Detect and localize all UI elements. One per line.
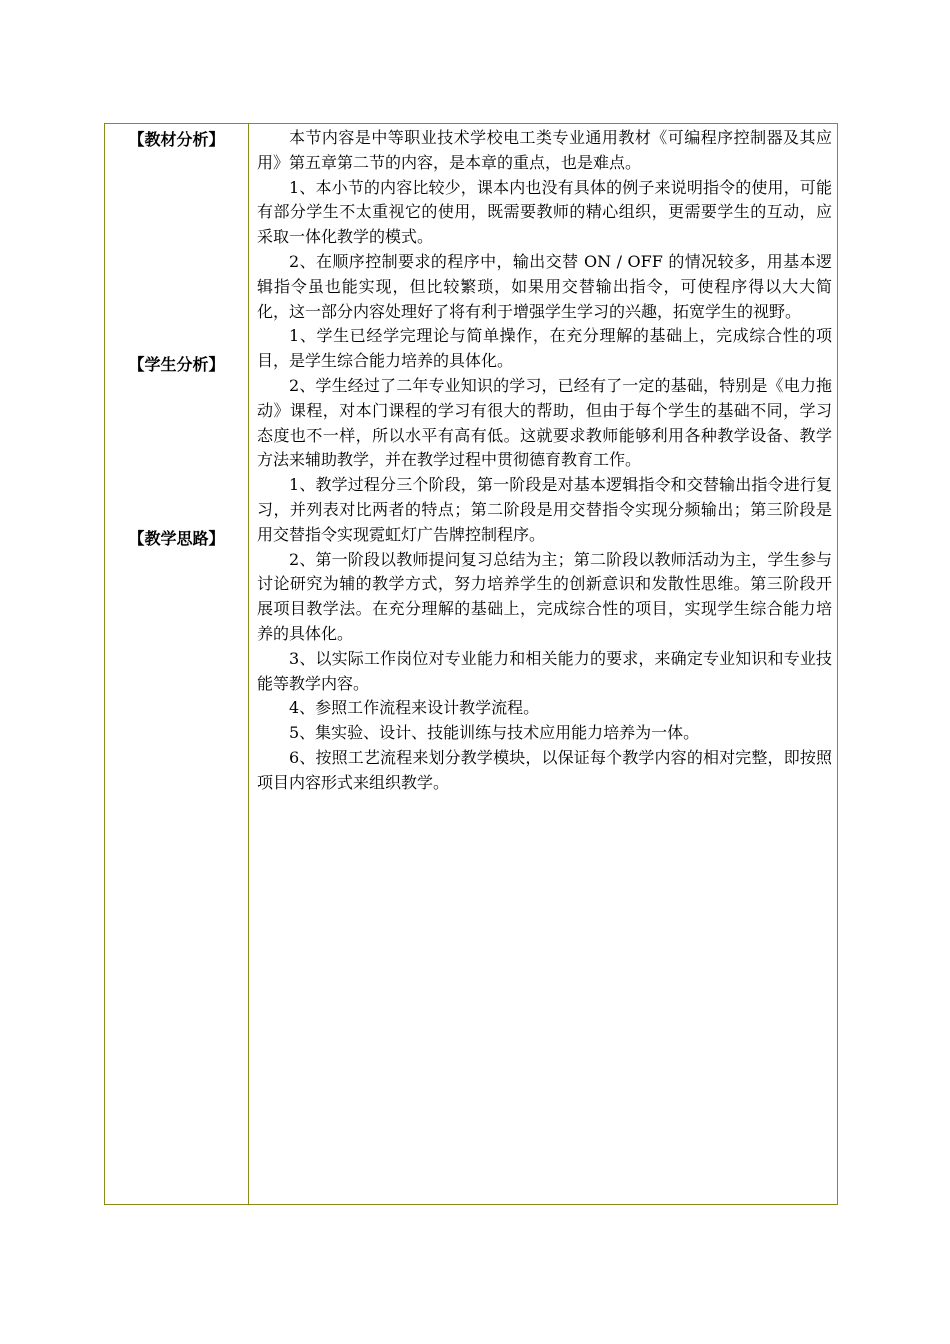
paragraph: 1、学生已经学完理论与简单操作，在充分理解的基础上，完成综合性的项目，是学生综合能力培养的具体化。 (257, 326, 832, 371)
label-student-analysis: 【学生分析】 (128, 355, 225, 374)
label-teaching-approach: 【教学思路】 (128, 529, 225, 548)
paragraph: 5、集实验、设计、技能训练与技术应用能力培养为一体。 (289, 723, 700, 743)
column-divider (248, 124, 249, 1204)
label-textbook-analysis: 【教材分析】 (128, 130, 225, 149)
paragraph: 1、教学过程分三个阶段，第一阶段是对基本逻辑指令和交替输出指令进行复习，并列表对比两者的特点；第二阶段是用交替指令实现分频输出；第三阶段是用交替指令实现霓虹灯广告牌控制程序。 (257, 475, 832, 544)
paragraph: 4、参照工作流程来设计教学流程。 (289, 698, 540, 718)
paragraph: 6、按照工艺流程来划分教学模块，以保证每个教学内容的相对完整，即按照项目内容形式来组织教学。 (257, 747, 832, 792)
paragraph: 2、第一阶段以教师提问复习总结为主；第二阶段以教师活动为主，学生参与讨论研究为辅的教学方式，努力培养学生的创新意识和发散性思维。第三阶段开展项目教学法。在充分理解的基础上，完成综合性的项目，实现学生综合能力培养的具体化。 (257, 549, 832, 643)
content-cell (257, 126, 832, 796)
paragraph: 1、本小节的内容比较少，课本内也没有具体的例子来说明指令的使用，可能有部分学生不太重视它的使用，既需要教师的精心组织，更需要学生的互动，应采取一体化教学的模式。 (257, 177, 832, 247)
paragraph: 2、学生经过了二年专业知识的学习，已经有了一定的基础，特别是《电力拖动》课程，对本门课程的学习有很大的帮助，但由于每个学生的基础不同，学习态度也不一样，所以水平有高有低。这就要求教师能够利用各种教学设备、教学方法来辅助教学，并在教学过程中贯彻德育教育工作。 (257, 375, 832, 470)
lesson-plan-table (104, 123, 838, 1205)
paragraph: 3、以实际工作岗位对专业能力和相关能力的要求，来确定专业知识和专业技能等教学内容。 (257, 648, 832, 693)
paragraph: 本节内容是中等职业技术学校电工类专业通用教材《可编程序控制器及其应用》第五章第二节的内容，是本章的重点，也是难点。 (257, 128, 832, 172)
paragraph: 2、在顺序控制要求的程序中，输出交替 ON / OFF 的情况较多，用基本逻辑指令虽也能实现，但比较繁琐，如果用交替输出指令，可使程序得以大大简化，这一部分内容处理好了将有利于增强学生学习的兴趣，拓宽学生的视野。 (257, 251, 832, 321)
